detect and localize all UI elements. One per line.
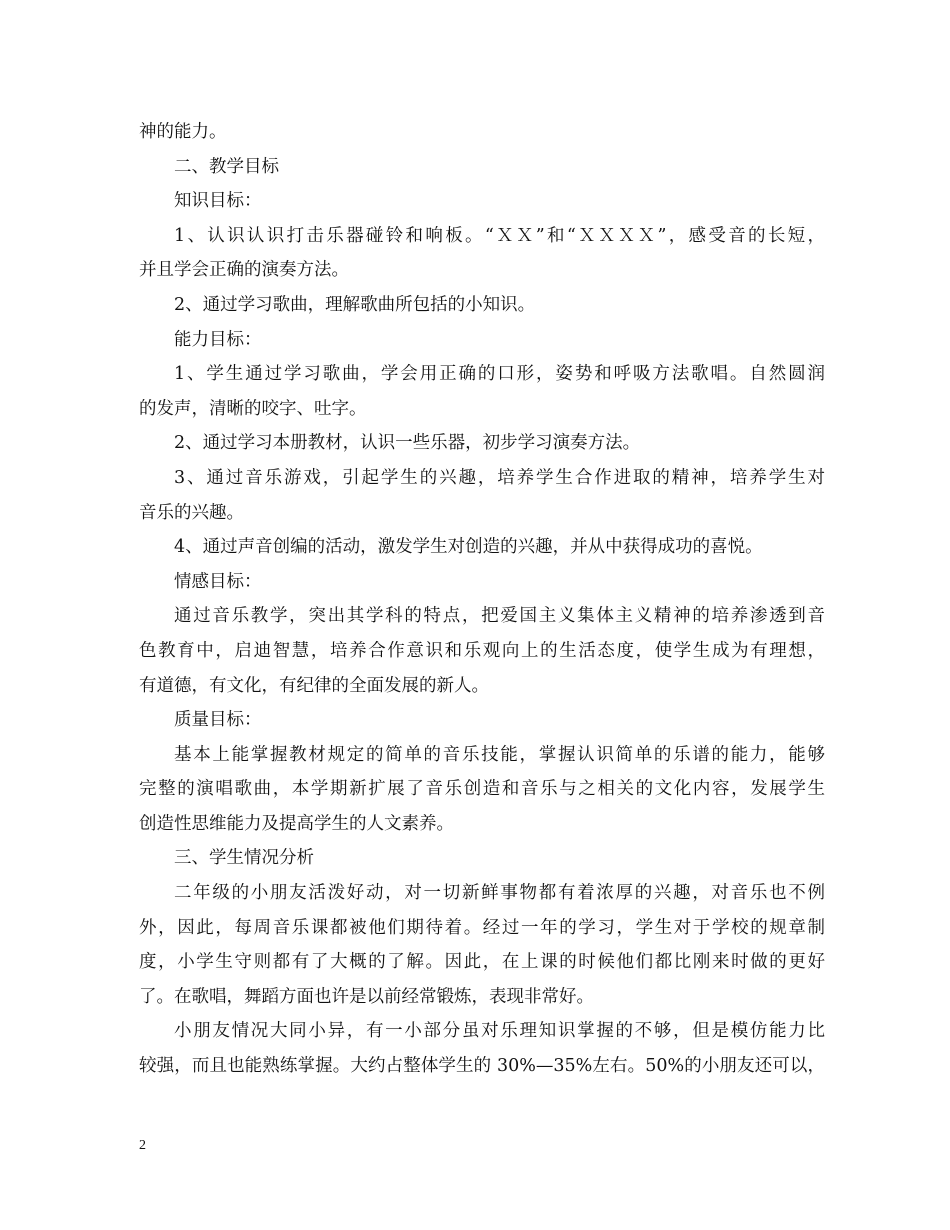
text-line: 三、学生情况分析 — [174, 848, 314, 869]
text-line: 小朋友情况大同小异，有一小部分虽对乐理知识掌握的不够，但是模仿能力比 — [174, 1021, 825, 1042]
text-line: 4、通过声音创编的活动，激发学生对创造的兴趣，并从中获得成功的喜悦。 — [174, 537, 763, 558]
text-line: 二年级的小朋友活泼好动，对一切新鲜事物都有着浓厚的兴趣，对音乐也不例 — [174, 883, 825, 904]
text-line: 通过音乐教学，突出其学科的特点，把爱国主义集体主义精神的培养渗透到音 — [174, 606, 825, 627]
text-line: 质量目标： — [174, 710, 262, 731]
text-line: 能力目标： — [174, 329, 262, 350]
document-body — [139, 115, 829, 1084]
text-line: 情感目标： — [174, 571, 262, 592]
text-line: 2、通过学习歌曲，理解歌曲所包括的小知识。 — [174, 294, 536, 315]
text-line: 度，小学生守则都有了大概的了解。因此，在上课的时候他们都比刚来时做的更好 — [139, 952, 825, 973]
text-line: 色教育中，启迪智慧，培养合作意识和乐观向上的生活态度，使学生成为有理想， — [139, 640, 825, 661]
text-line: 2、通过学习本册教材，认识一些乐器，初步学习演奏方法。 — [174, 433, 641, 454]
text-line: 基本上能掌握教材规定的简单的音乐技能，掌握认识简单的乐谱的能力，能够 — [174, 744, 825, 765]
text-line: 有道德，有文化，有纪律的全面发展的新人。 — [139, 675, 489, 696]
text-line: 音乐的兴趣。 — [139, 502, 244, 523]
text-line: 二、教学目标 — [174, 156, 279, 177]
text-line: 1、学生通过学习歌曲，学会用正确的口形，姿势和呼吸方法歌唱。自然圆润 — [174, 364, 825, 385]
text-line: 并且学会正确的演奏方法。 — [139, 260, 349, 281]
text-line: 外，因此，每周音乐课都被他们期待着。经过一年的学习，学生对于学校的规章制 — [139, 917, 825, 938]
text-line: 创造性思维能力及提高学生的人文素养。 — [139, 813, 454, 834]
text-line: 完整的演唱歌曲，本学期新扩展了音乐创造和音乐与之相关的文化内容，发展学生 — [139, 779, 825, 800]
page-number: 2 — [139, 1138, 146, 1153]
text-line: 的发声，清晰的咬字、吐字。 — [139, 398, 367, 419]
text-line: 3、通过音乐游戏，引起学生的兴趣，培养学生合作进取的精神，培养学生对 — [174, 467, 825, 488]
text-line: 1、认识认识打击乐器碰铃和响板。“ＸＸ”和“ＸＸＸＸ”，感受音的长短， — [174, 225, 825, 246]
text-line: 了。在歌唱，舞蹈方面也许是以前经常锻炼，表现非常好。 — [139, 986, 594, 1007]
text-line: 较强，而且也能熟练掌握。大约占整体学生的 30%—35%左右。50%的小朋友还可以， — [139, 1056, 825, 1077]
text-line: 神的能力。 — [139, 122, 227, 142]
text-line: 知识目标： — [174, 191, 262, 212]
